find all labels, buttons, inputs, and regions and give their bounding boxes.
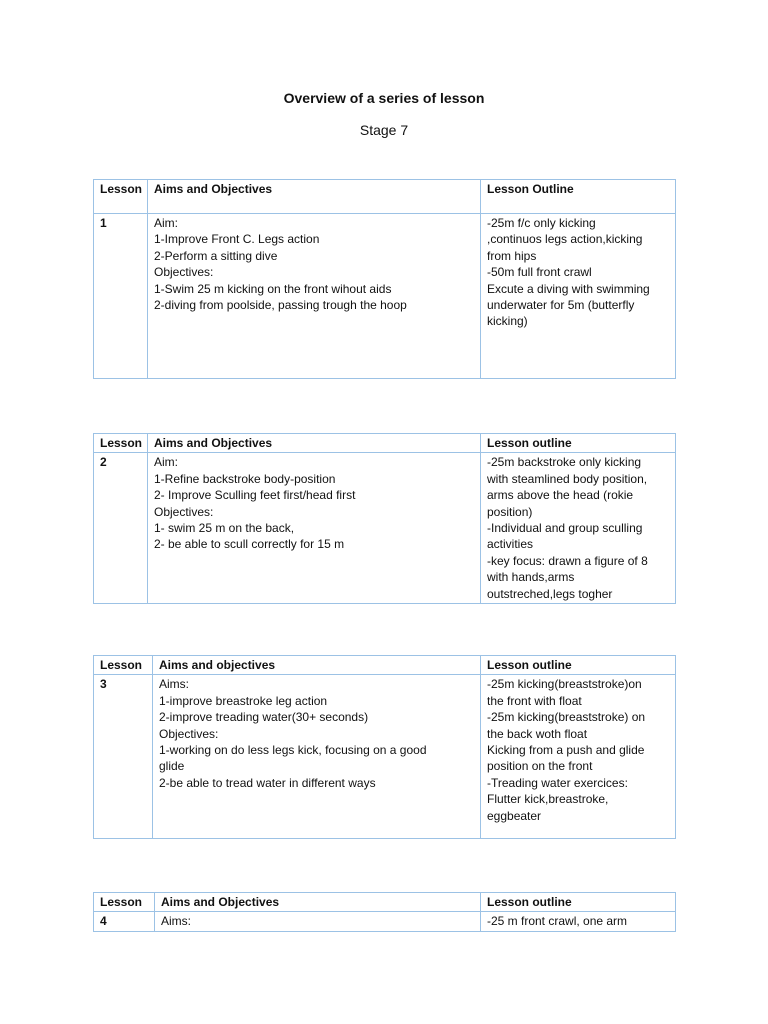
cell-line: arms above the head (rokie xyxy=(487,488,634,503)
cell-line: 2- be able to scull correctly for 15 m xyxy=(154,537,345,552)
cell-line: Aims: xyxy=(161,914,191,929)
aims-cell xyxy=(153,675,481,839)
header-aims: Aims and Objectives xyxy=(155,893,481,912)
page-subtitle: Stage 7 xyxy=(359,122,409,138)
outline-cell xyxy=(481,214,676,379)
cell-line: Kicking from a push and glide xyxy=(487,743,645,758)
lesson-number: 3 xyxy=(94,675,153,839)
cell-line: with steamlined body position, xyxy=(487,471,648,486)
lesson-number: 2 xyxy=(94,453,148,604)
cell-line: -25 m front crawl, one arm xyxy=(487,914,628,929)
cell-line: Objectives: xyxy=(159,726,219,741)
cell-line: -50m full front crawl xyxy=(487,265,592,280)
cell-line: Aim: xyxy=(154,455,178,470)
cell-line: Objectives: xyxy=(154,265,214,280)
header-outline: Lesson Outline xyxy=(481,180,676,214)
cell-line: -Treading water exercices: xyxy=(487,775,628,790)
lesson-table-2 xyxy=(93,433,676,604)
cell-line: 2-Perform a sitting dive xyxy=(154,248,278,263)
cell-line: 1- swim 25 m on the back, xyxy=(154,521,295,536)
cell-line: -25m kicking(breaststroke)on xyxy=(487,677,642,692)
cell-line: Aims: xyxy=(159,677,189,692)
table-header-row xyxy=(94,180,676,214)
cell-line: activities xyxy=(487,537,534,552)
table-row xyxy=(94,214,676,379)
cell-line: 2-be able to tread water in different ways xyxy=(159,775,376,790)
lesson-table-3 xyxy=(93,655,676,839)
cell-line: 1-Swim 25 m kicking on the front wihout aids xyxy=(154,281,392,296)
cell-line: from hips xyxy=(487,248,537,263)
lesson-table-4 xyxy=(93,892,676,932)
table-row xyxy=(94,675,676,839)
cell-line: Objectives: xyxy=(154,504,214,519)
lesson-number: 1 xyxy=(94,214,148,379)
table-header-row xyxy=(94,893,676,912)
cell-line: -Individual and group sculling xyxy=(487,521,643,536)
lesson-number: 4 xyxy=(94,912,155,931)
page-title: Overview of a series of lesson xyxy=(283,90,485,106)
outline-cell xyxy=(481,675,676,839)
aims-cell xyxy=(155,912,481,931)
table-header-row xyxy=(94,656,676,675)
table-header-row xyxy=(94,434,676,453)
cell-line: 2-diving from poolside, passing trough the hoop xyxy=(154,298,407,313)
cell-line: ,continuos legs action,kicking xyxy=(487,232,643,247)
cell-line: the front with float xyxy=(487,693,582,708)
outline-cell xyxy=(481,453,676,604)
cell-line: position on the front xyxy=(487,759,593,774)
outline-cell xyxy=(481,912,676,931)
header-outline: Lesson outline xyxy=(481,434,676,453)
cell-line: Excute a diving with swimming xyxy=(487,281,650,296)
lesson-table-1 xyxy=(93,179,676,379)
header-lesson: Lesson xyxy=(94,656,153,675)
cell-line: the back woth float xyxy=(487,726,588,741)
cell-line: kicking) xyxy=(487,314,528,329)
header-aims: Aims and Objectives xyxy=(148,180,481,214)
cell-line: 1-Improve Front C. Legs action xyxy=(154,232,320,247)
cell-line: -key focus: drawn a figure of 8 xyxy=(487,553,648,568)
cell-line: position) xyxy=(487,504,533,519)
cell-line: glide xyxy=(159,759,185,774)
header-lesson: Lesson xyxy=(94,893,155,912)
cell-line: 1-Refine backstroke body-position xyxy=(154,471,336,486)
cell-line: -25m kicking(breaststroke) on xyxy=(487,710,646,725)
cell-line: outstreched,legs togher xyxy=(487,586,613,601)
cell-line: Aim: xyxy=(154,216,178,230)
header-lesson: Lesson xyxy=(94,434,148,453)
cell-line: Flutter kick,breastroke, xyxy=(487,792,609,807)
cell-line: with hands,arms xyxy=(487,570,575,585)
header-outline: Lesson outline xyxy=(481,656,676,675)
cell-line: underwater for 5m (butterfly xyxy=(487,298,635,313)
header-lesson: Lesson xyxy=(94,180,148,214)
header-aims: Aims and Objectives xyxy=(148,434,481,453)
cell-line: 2-improve treading water(30+ seconds) xyxy=(159,710,369,725)
cell-line: 2- Improve Sculling feet first/head first xyxy=(154,488,356,503)
header-aims: Aims and objectives xyxy=(153,656,481,675)
cell-line: 1-working on do less legs kick, focusing on a good xyxy=(159,743,427,758)
aims-cell xyxy=(148,214,481,379)
cell-line: 1-improve breastroke leg action xyxy=(159,693,328,708)
table-row xyxy=(94,912,676,931)
aims-cell xyxy=(148,453,481,604)
table-row xyxy=(94,453,676,604)
cell-line: -25m backstroke only kicking xyxy=(487,455,642,470)
header-outline: Lesson outline xyxy=(481,893,676,912)
cell-line: eggbeater xyxy=(487,808,542,823)
cell-line: -25m f/c only kicking xyxy=(487,216,596,230)
